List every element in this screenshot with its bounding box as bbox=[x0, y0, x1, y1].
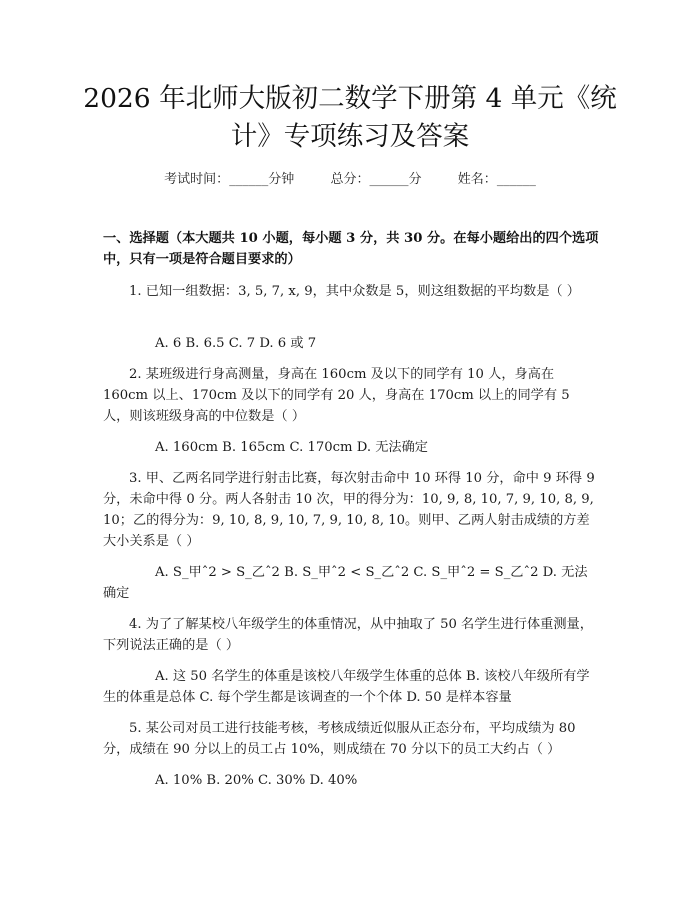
question-1-stem: 1. 已知一组数据：3, 5, 7, x, 9，其中众数是 5，则这组数据的平均数是（ ） bbox=[129, 284, 580, 299]
name-blank: ______ bbox=[496, 172, 536, 187]
question-2-stem: 2. 某班级进行身高测量，身高在 160cm 及以下的同学有 10 人，身高在 160cm 以上、170cm 及以下的同学有 20 人，身高在 170cm 以上的同学有 5 人，则该班级身高的中位数是（ ） bbox=[103, 367, 570, 424]
time-blank: ______ bbox=[229, 172, 269, 187]
name-label: 姓名： bbox=[457, 172, 497, 187]
question-2-options: A. 160cm B. 165cm C. 170cm D. 无法确定 bbox=[155, 440, 428, 455]
title-line-2: 计》专项练习及答案 bbox=[230, 121, 470, 152]
title-line-1: 2026 年北师大版初二数学下册第 4 单元《统 bbox=[83, 83, 617, 114]
score-unit: 分 bbox=[408, 172, 422, 187]
page-title bbox=[60, 80, 640, 156]
question-3-options: A. S_甲ˆ2 > S_乙ˆ2 B. S_甲ˆ2 < S_乙ˆ2 C. S_甲ˆ2 = S_乙ˆ2 D. 无法确定 bbox=[103, 565, 588, 601]
time-unit: 分钟 bbox=[268, 172, 295, 187]
question-4-stem: 4. 为了了解某校八年级学生的体重情况，从中抽取了 50 名学生进行体重测量，下列说法正确的是（ ） bbox=[103, 617, 593, 653]
question-5-stem: 5. 某公司对员工进行技能考核，考核成绩近似服从正态分布，平均成绩为 80 分，成绩在 90 分以上的员工占 10%，则成绩在 70 分以下的员工大约占（ ） bbox=[103, 721, 576, 757]
question-4-options: A. 这 50 名学生的体重是该校八年级学生体重的总体 B. 该校八年级所有学生的体重是总体 C. 每个学生都是该调查的一个个体 D. 50 是样本容量 bbox=[103, 669, 590, 705]
score-label: 总分： bbox=[330, 172, 370, 187]
question-5-options: A. 10% B. 20% C. 30% D. 40% bbox=[155, 773, 358, 788]
section-heading: 一、选择题（本大题共 10 小题，每小题 3 分，共 30 分。在每小题给出的四个选项中，只有一项是符合题目要求的） bbox=[103, 231, 599, 267]
question-1-options: A. 6 B. 6.5 C. 7 D. 6 或 7 bbox=[155, 336, 317, 351]
time-label: 考试时间： bbox=[164, 172, 230, 187]
question-3-stem: 3. 甲、乙两名同学进行射击比赛，每次射击命中 10 环得 10 分，命中 9 环得 9 分，未命中得 0 分。两人各射击 10 次，甲的得分为：10, 9, 8, 10, 7, 9, 10, 8, 9, 10；乙的得分为：9, 10, 8, 9, 10, 7, 9, 10, 8, 10。则甲、乙两人射击成绩的方差大小关系是（ ） bbox=[103, 471, 595, 549]
score-blank: ______ bbox=[369, 172, 409, 187]
exam-meta bbox=[0, 168, 700, 187]
